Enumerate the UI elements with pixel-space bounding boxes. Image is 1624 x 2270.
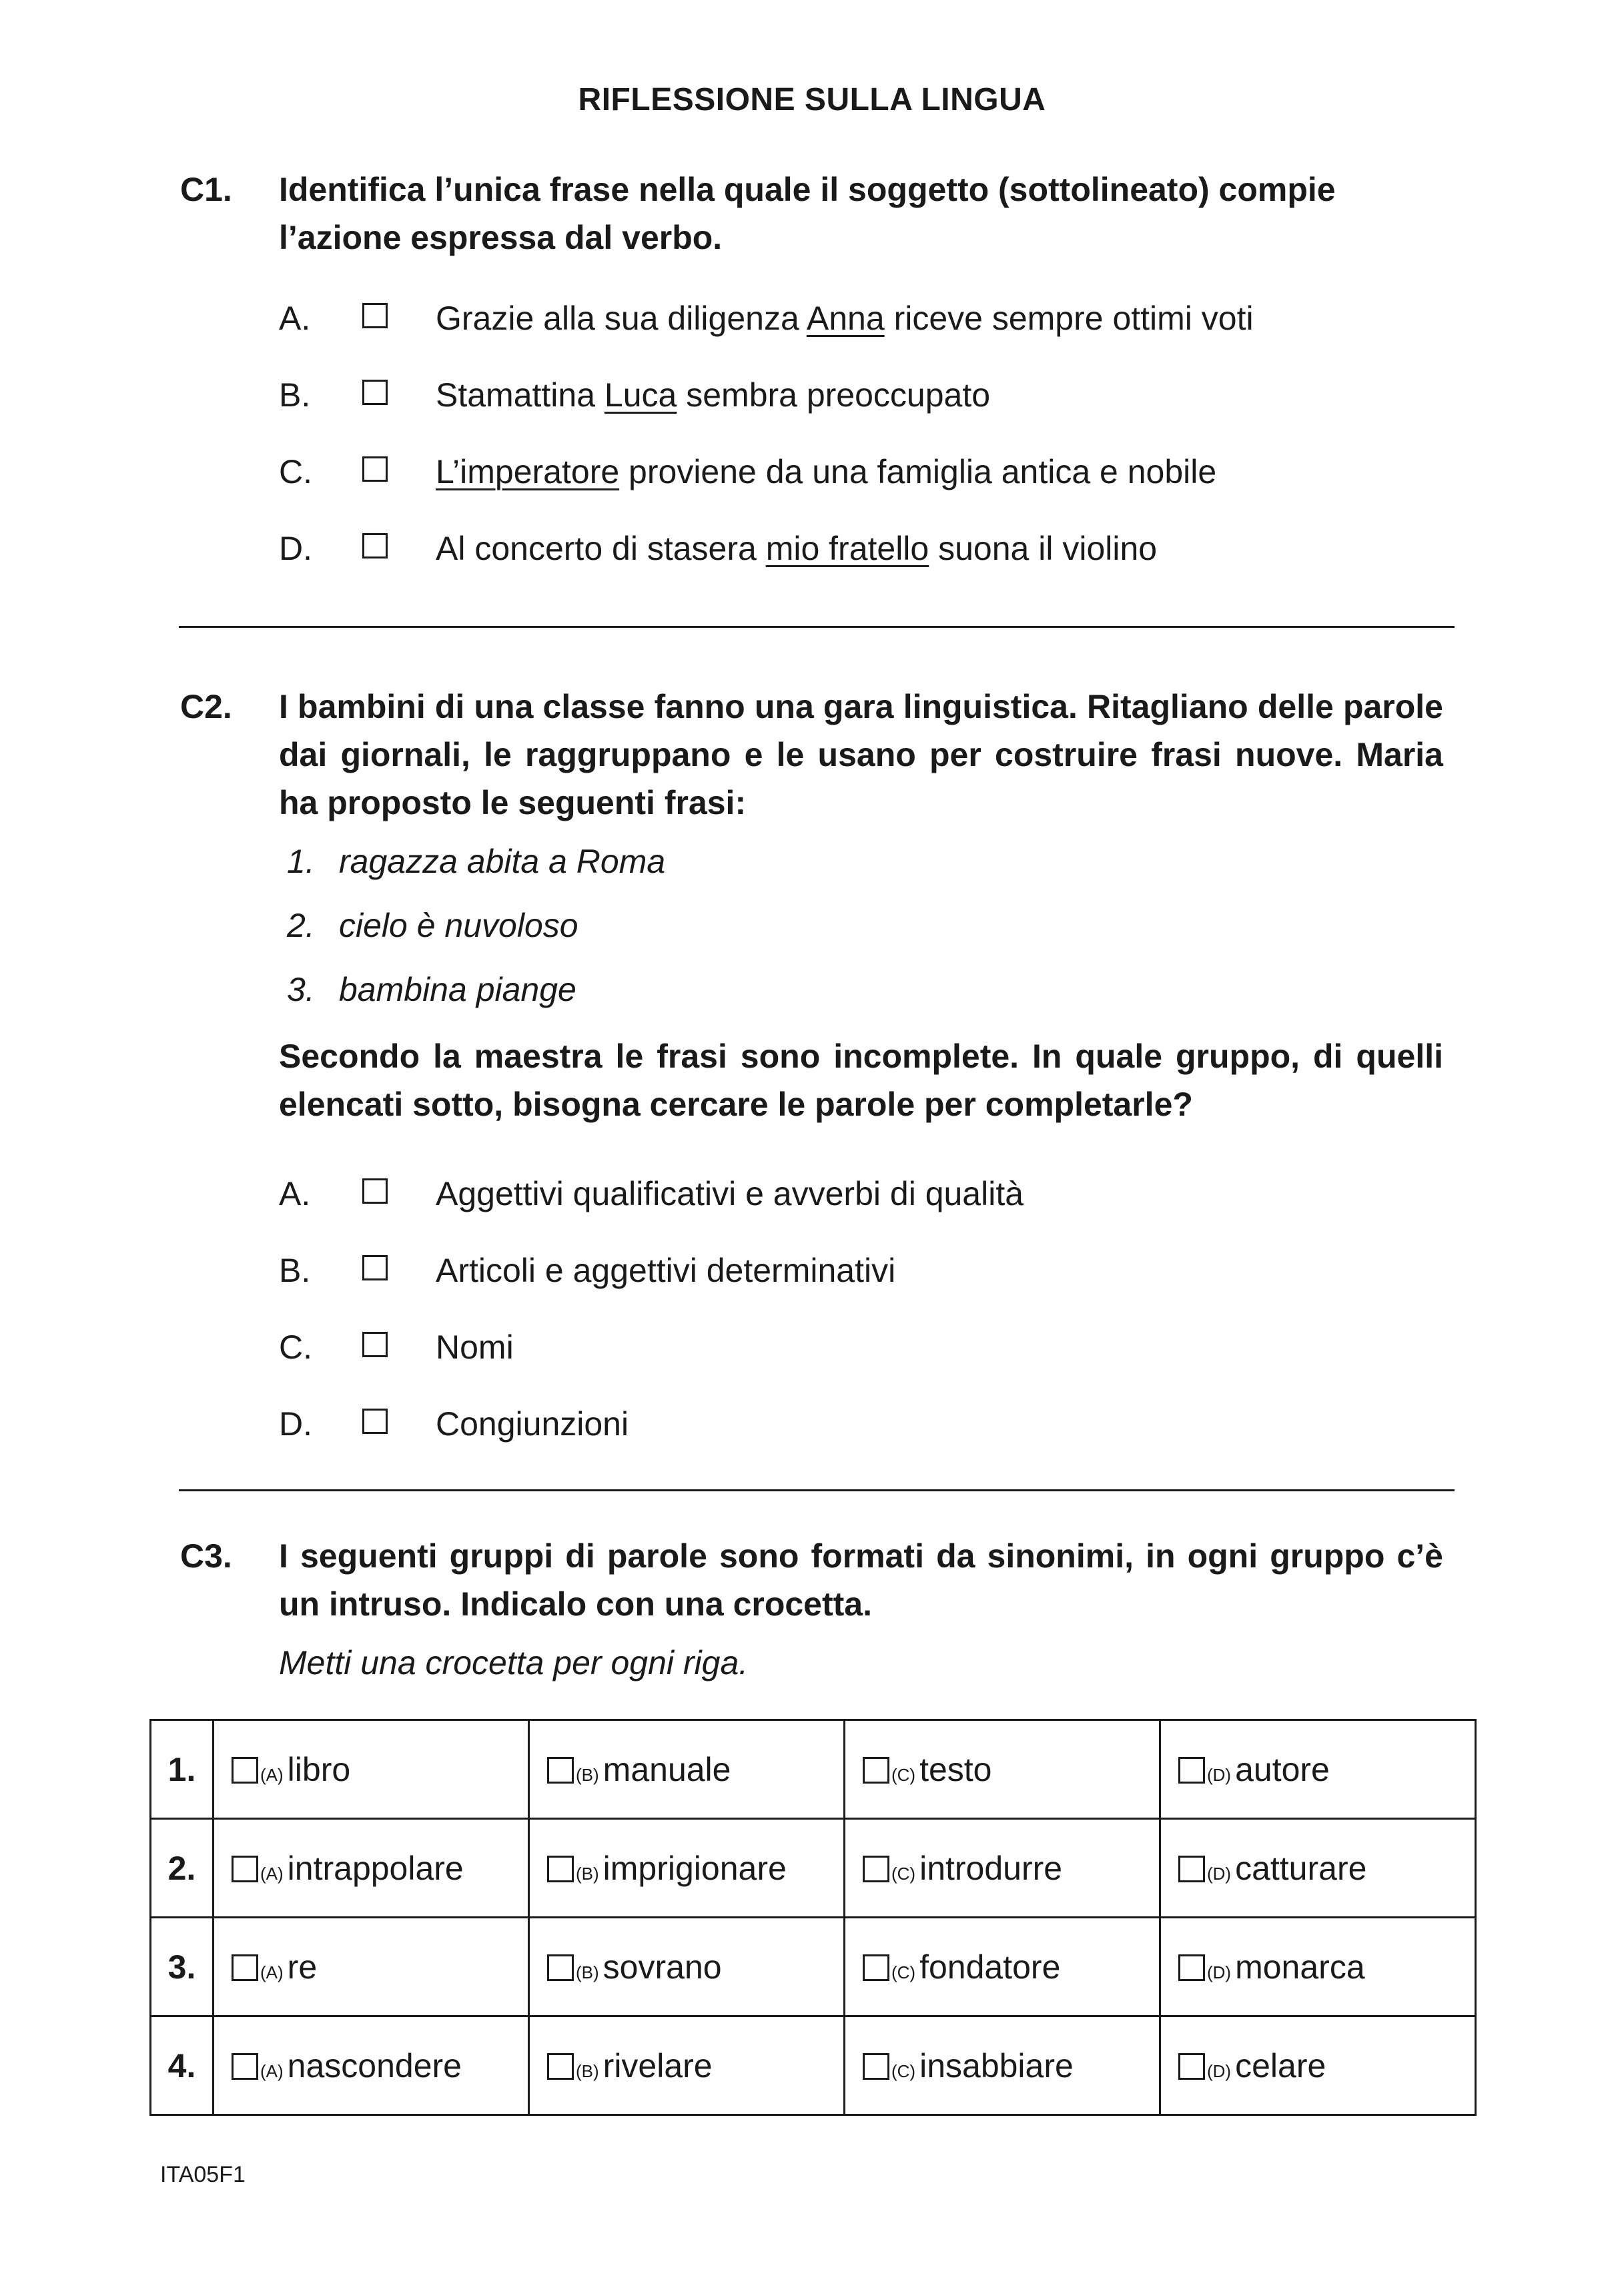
table-cell[interactable]: (B) imprigionare — [529, 1819, 845, 1918]
checkbox[interactable] — [1178, 1954, 1205, 1981]
table-cell[interactable]: (A) nascondere — [214, 2016, 529, 2115]
instruction-text: Metti una crocetta per ogni riga. — [279, 1644, 749, 1681]
table-row — [151, 2016, 1476, 2115]
underlined-subject: Luca — [604, 376, 677, 414]
checkbox[interactable] — [1178, 2053, 1205, 2080]
table-cell[interactable]: (C) introdurre — [845, 1819, 1160, 1918]
table-cell[interactable]: (A) re — [214, 1918, 529, 2016]
table-cell[interactable]: (C) testo — [845, 1720, 1160, 1819]
option-letter: B. — [279, 1252, 311, 1289]
checkbox[interactable] — [863, 1856, 889, 1882]
question-number-c2: C2. — [180, 688, 232, 725]
option-letter: D. — [279, 1405, 312, 1443]
row-number: 1. — [151, 1720, 214, 1819]
question-text-c1-line2: l’azione espressa dal verbo. — [279, 219, 723, 256]
table-cell[interactable]: (D) catturare — [1160, 1819, 1476, 1918]
section-divider — [179, 626, 1455, 628]
option-letter: D. — [279, 530, 312, 567]
checkbox[interactable] — [1178, 1856, 1205, 1882]
checkbox[interactable] — [547, 1856, 574, 1882]
option-text: Grazie alla sua diligenza Anna riceve sempre ottimi voti — [436, 300, 1254, 337]
option-letter: A. — [279, 300, 311, 337]
option-text: Aggettivi qualificativi e avverbi di qualità — [436, 1175, 1024, 1212]
footer-code: ITA05F1 — [160, 2162, 246, 2187]
question-text-c3: I seguenti gruppi di parole sono formati da sinonimi, in ogni gruppo c’è un intruso. Indicalo con una crocetta. — [279, 1537, 1443, 1623]
checkbox[interactable] — [863, 1757, 889, 1784]
checkbox-c1-d[interactable] — [362, 533, 388, 558]
sentence-item-1: 1. ragazza abita a Roma — [287, 843, 666, 880]
checkbox[interactable] — [547, 2053, 574, 2080]
option-text: Nomi — [436, 1329, 514, 1366]
checkbox[interactable] — [232, 1954, 258, 1981]
option-text: Stamattina Luca sembra preoccupato — [436, 376, 991, 414]
checkbox-c2-c[interactable] — [362, 1332, 388, 1357]
table-row — [151, 1720, 1476, 1819]
checkbox-c1-c[interactable] — [362, 456, 388, 482]
table-cell[interactable]: (B) rivelare — [529, 2016, 845, 2115]
table-cell[interactable]: (B) sovrano — [529, 1918, 845, 2016]
row-number: 4. — [151, 2016, 214, 2115]
table-cell[interactable]: (D) autore — [1160, 1720, 1476, 1819]
checkbox[interactable] — [547, 1954, 574, 1981]
table-cell[interactable]: (B) manuale — [529, 1720, 845, 1819]
checkbox-c1-b[interactable] — [362, 380, 388, 405]
checkbox-c2-b[interactable] — [362, 1255, 388, 1280]
checkbox[interactable] — [863, 2053, 889, 2080]
checkbox[interactable] — [863, 1954, 889, 1981]
section-divider — [179, 1489, 1455, 1491]
table-cell[interactable]: (D) celare — [1160, 2016, 1476, 2115]
table-cell[interactable]: (A) intrappolare — [214, 1819, 529, 1918]
checkbox[interactable] — [1178, 1757, 1205, 1784]
question-text-c1 — [279, 165, 1443, 262]
checkbox[interactable] — [232, 2053, 258, 2080]
question-text-c2: I bambini di una classe fanno una gara linguistica. Ritagliano delle parole dai giornali, le raggruppano e le usano per costruire frasi nuove. Maria ha proposto le seguenti frasi: — [279, 688, 1443, 821]
question-text-c1-line1: Identifica l’unica frase nella quale il soggetto (sottolineato) compie — [279, 171, 1336, 208]
question-number-c3: C3. — [180, 1537, 232, 1575]
table-cell[interactable]: (D) monarca — [1160, 1918, 1476, 2016]
checkbox-c2-a[interactable] — [362, 1178, 388, 1204]
option-letter: C. — [279, 1329, 312, 1366]
table-row — [151, 1819, 1476, 1918]
question-number-c1: C1. — [180, 171, 232, 208]
underlined-subject: mio fratello — [765, 530, 929, 567]
row-number: 3. — [151, 1918, 214, 2016]
option-letter: B. — [279, 376, 311, 414]
option-text: Articoli e aggettivi determinativi — [436, 1252, 896, 1289]
underlined-subject: Anna — [806, 300, 885, 337]
table-row — [151, 1918, 1476, 2016]
synonym-table — [149, 1719, 1477, 2116]
row-number: 2. — [151, 1819, 214, 1918]
checkbox-c2-d[interactable] — [362, 1409, 388, 1434]
option-letter: C. — [279, 453, 312, 490]
table-cell[interactable]: (C) fondatore — [845, 1918, 1160, 2016]
checkbox-c1-a[interactable] — [362, 303, 388, 328]
checkbox[interactable] — [232, 1757, 258, 1784]
checkbox[interactable] — [547, 1757, 574, 1784]
sentence-item-2: 2. cielo è nuvoloso — [287, 907, 578, 944]
page-title: RIFLESSIONE SULLA LINGUA — [578, 82, 1046, 117]
sentence-item-3: 3. bambina piange — [287, 971, 576, 1008]
question-c2-prompt: Secondo la maestra le frasi sono incomplete. In quale gruppo, di quelli elencati sotto, bisogna cercare le parole per completarle? — [279, 1038, 1443, 1123]
table-cell[interactable]: (C) insabbiare — [845, 2016, 1160, 2115]
underlined-subject: L’imperatore — [436, 453, 620, 490]
option-text: Al concerto di stasera mio fratello suona il violino — [436, 530, 1158, 567]
option-text: L’imperatore proviene da una famiglia antica e nobile — [436, 453, 1217, 490]
table-cell[interactable]: (A) libro — [214, 1720, 529, 1819]
option-text: Congiunzioni — [436, 1405, 629, 1443]
option-letter: A. — [279, 1175, 311, 1212]
checkbox[interactable] — [232, 1856, 258, 1882]
